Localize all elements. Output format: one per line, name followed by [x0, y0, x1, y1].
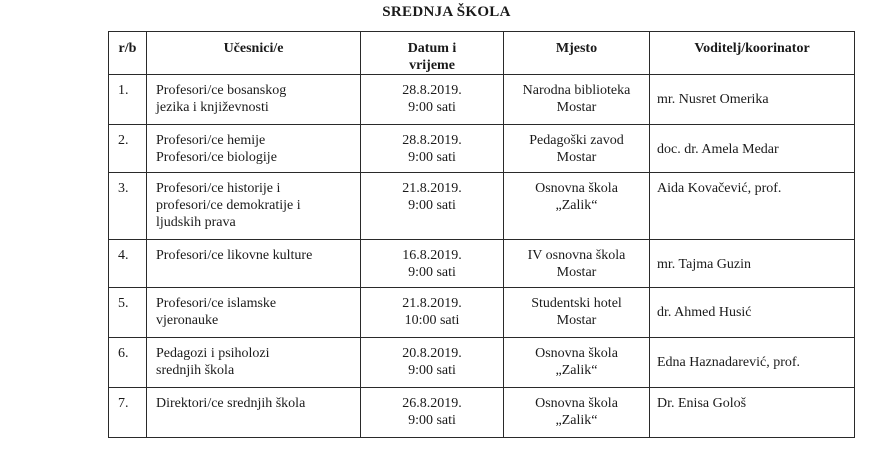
coordinator-cell: mr. Tajma Guzin	[650, 240, 855, 288]
date-value: 20.8.2019.	[402, 346, 462, 361]
table-row	[109, 75, 855, 125]
page-title: SREDNJA ŠKOLA	[382, 4, 511, 20]
header-datum-line2: vrijeme	[409, 58, 455, 73]
location-line: Narodna biblioteka	[522, 83, 631, 98]
row-number: 6.	[109, 338, 147, 388]
table-row	[109, 240, 855, 288]
time-value: 9:00 sati	[408, 150, 456, 165]
participants-line: jezika i književnosti	[156, 100, 269, 115]
date-time-cell	[361, 240, 504, 288]
header-row	[109, 32, 855, 75]
participants-line: Pedagozi i psiholozi	[156, 346, 270, 361]
row-number: 7.	[109, 388, 147, 438]
participants-cell	[147, 288, 361, 338]
participants-line: Profesori/ce biologije	[156, 150, 277, 165]
location-line: Osnovna škola	[535, 396, 618, 411]
time-value: 9:00 sati	[408, 100, 456, 115]
date-value: 16.8.2019.	[402, 248, 462, 263]
coordinator-cell: doc. dr. Amela Medar	[650, 125, 855, 173]
participants-line: profesori/ce demokratije i	[156, 198, 301, 213]
time-value: 9:00 sati	[408, 198, 456, 213]
participants-cell	[147, 338, 361, 388]
participants-line: Profesori/ce hemije	[156, 133, 266, 148]
participants-line: ljudskih prava	[156, 215, 236, 230]
participants-cell	[147, 388, 361, 438]
header-voditelj: Voditelj/koorinator	[650, 32, 855, 75]
table-row	[109, 388, 855, 438]
date-value: 26.8.2019.	[402, 396, 462, 411]
row-number: 1.	[109, 75, 147, 125]
location-line: Pedagoški zavod	[529, 133, 624, 148]
date-time-cell	[361, 388, 504, 438]
location-cell	[504, 125, 650, 173]
location-line: Osnovna škola	[535, 181, 618, 196]
date-time-cell	[361, 75, 504, 125]
date-time-cell	[361, 125, 504, 173]
participants-line: Direktori/ce srednjih škola	[156, 396, 306, 411]
table-body	[109, 75, 855, 438]
participants-line: srednjih škola	[156, 363, 235, 378]
coordinator-cell: Dr. Enisa Gološ	[650, 388, 855, 438]
location-line: Mostar	[556, 313, 597, 328]
location-line: Mostar	[556, 150, 597, 165]
location-line: Studentski hotel	[531, 296, 622, 311]
location-line: Osnovna škola	[535, 346, 618, 361]
location-cell	[504, 338, 650, 388]
time-value: 9:00 sati	[408, 363, 456, 378]
location-cell	[504, 75, 650, 125]
location-cell	[504, 388, 650, 438]
participants-line: Profesori/ce islamske	[156, 296, 277, 311]
table-row	[109, 338, 855, 388]
location-line: Mostar	[556, 265, 597, 280]
date-value: 28.8.2019.	[402, 133, 462, 148]
location-cell	[504, 240, 650, 288]
row-number: 2.	[109, 125, 147, 173]
time-value: 9:00 sati	[408, 265, 456, 280]
schedule-table	[108, 31, 855, 438]
location-line: IV osnovna škola	[527, 248, 626, 263]
location-cell	[504, 173, 650, 240]
participants-cell	[147, 125, 361, 173]
coordinator-cell: mr. Nusret Omerika	[650, 75, 855, 125]
date-time-cell	[361, 288, 504, 338]
location-cell	[504, 288, 650, 338]
participants-cell	[147, 173, 361, 240]
header-mjesto: Mjesto	[504, 32, 650, 75]
participants-cell	[147, 75, 361, 125]
coordinator-cell: Edna Haznadarević, prof.	[650, 338, 855, 388]
location-line: Mostar	[556, 100, 597, 115]
table-row	[109, 125, 855, 173]
coordinator-cell: dr. Ahmed Husić	[650, 288, 855, 338]
time-value: 10:00 sati	[404, 313, 460, 328]
header-datum	[361, 32, 504, 75]
header-rb: r/b	[109, 32, 147, 75]
row-number: 5.	[109, 288, 147, 338]
participants-line: Profesori/ce likovne kulture	[156, 248, 313, 263]
location-line: „Zalik“	[555, 413, 598, 428]
time-value: 9:00 sati	[408, 413, 456, 428]
date-value: 28.8.2019.	[402, 83, 462, 98]
participants-line: Profesori/ce historije i	[156, 181, 281, 196]
date-time-cell	[361, 173, 504, 240]
date-value: 21.8.2019.	[402, 296, 462, 311]
date-value: 21.8.2019.	[402, 181, 462, 196]
participants-line: vjeronauke	[156, 313, 219, 328]
header-ucesnici: Učesnici/e	[147, 32, 361, 75]
table-row	[109, 173, 855, 240]
participants-line: Profesori/ce bosanskog	[156, 83, 287, 98]
row-number: 3.	[109, 173, 147, 240]
coordinator-cell: Aida Kovačević, prof.	[650, 173, 855, 240]
header-datum-line1: Datum i	[407, 41, 457, 56]
location-line: „Zalik“	[555, 363, 598, 378]
table-row	[109, 288, 855, 338]
row-number: 4.	[109, 240, 147, 288]
date-time-cell	[361, 338, 504, 388]
participants-cell	[147, 240, 361, 288]
location-line: „Zalik“	[555, 198, 598, 213]
